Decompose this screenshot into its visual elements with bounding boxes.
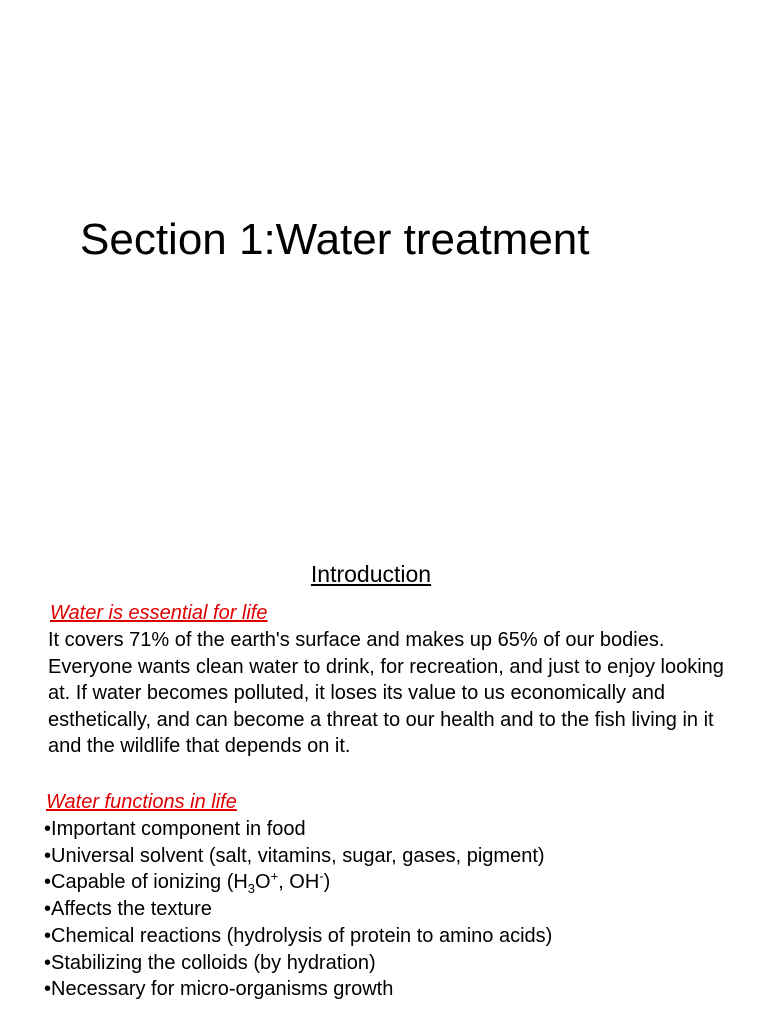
bullet-glyph: •	[44, 978, 52, 1001]
subheading-water-functions: Water functions in life	[46, 791, 237, 813]
list-item	[44, 950, 552, 977]
page-title: Section 1:Water treatment	[80, 215, 590, 264]
list-item-text: Capable of ionizing (H	[51, 871, 248, 894]
list-item-text: O	[255, 871, 271, 894]
list-item-text: )	[323, 871, 331, 894]
list-item-text: Necessary for micro-organisms growth	[51, 978, 394, 1001]
list-item	[44, 843, 552, 870]
bullet-glyph: •	[44, 898, 52, 921]
list-item	[44, 816, 552, 843]
superscript: -	[319, 868, 324, 884]
list-item-text: Important component in food	[51, 818, 306, 840]
bullet-glyph: •	[44, 951, 52, 974]
list-item-text: Stabilizing the colloids (by hydration)	[51, 951, 376, 974]
list-item	[44, 869, 552, 896]
intro-paragraph: It covers 71% of the earth's surface and makes up 65% of our bodies. Everyone wants clean water to drink, for recreation, and just to enjoy looking at. If water becomes polluted, it loses its value to us economically and esthetically, and can become a threat to our health and to the fish living in it and the wildlife that depends on it.	[48, 629, 724, 757]
list-item-text: Chemical reactions (hydrolysis of protein to amino acids)	[51, 924, 553, 947]
section-heading-introduction: Introduction	[310, 561, 432, 587]
subheading-water-essential: Water is essential for life	[50, 602, 268, 624]
list-item-text: , OH	[278, 871, 320, 894]
bullet-glyph: •	[44, 871, 52, 894]
bullet-glyph: •	[44, 924, 52, 947]
list-item	[44, 923, 552, 950]
list-item	[44, 896, 552, 923]
bullet-glyph: •	[44, 818, 52, 840]
bullet-glyph: •	[44, 844, 52, 867]
functions-list	[44, 816, 552, 1003]
list-item	[44, 976, 552, 1003]
superscript: +	[270, 868, 279, 884]
subscript: 3	[247, 881, 256, 897]
list-item-text: Universal solvent (salt, vitamins, sugar, gases, pigment)	[51, 844, 545, 867]
list-item-text: Affects the texture	[51, 898, 212, 921]
